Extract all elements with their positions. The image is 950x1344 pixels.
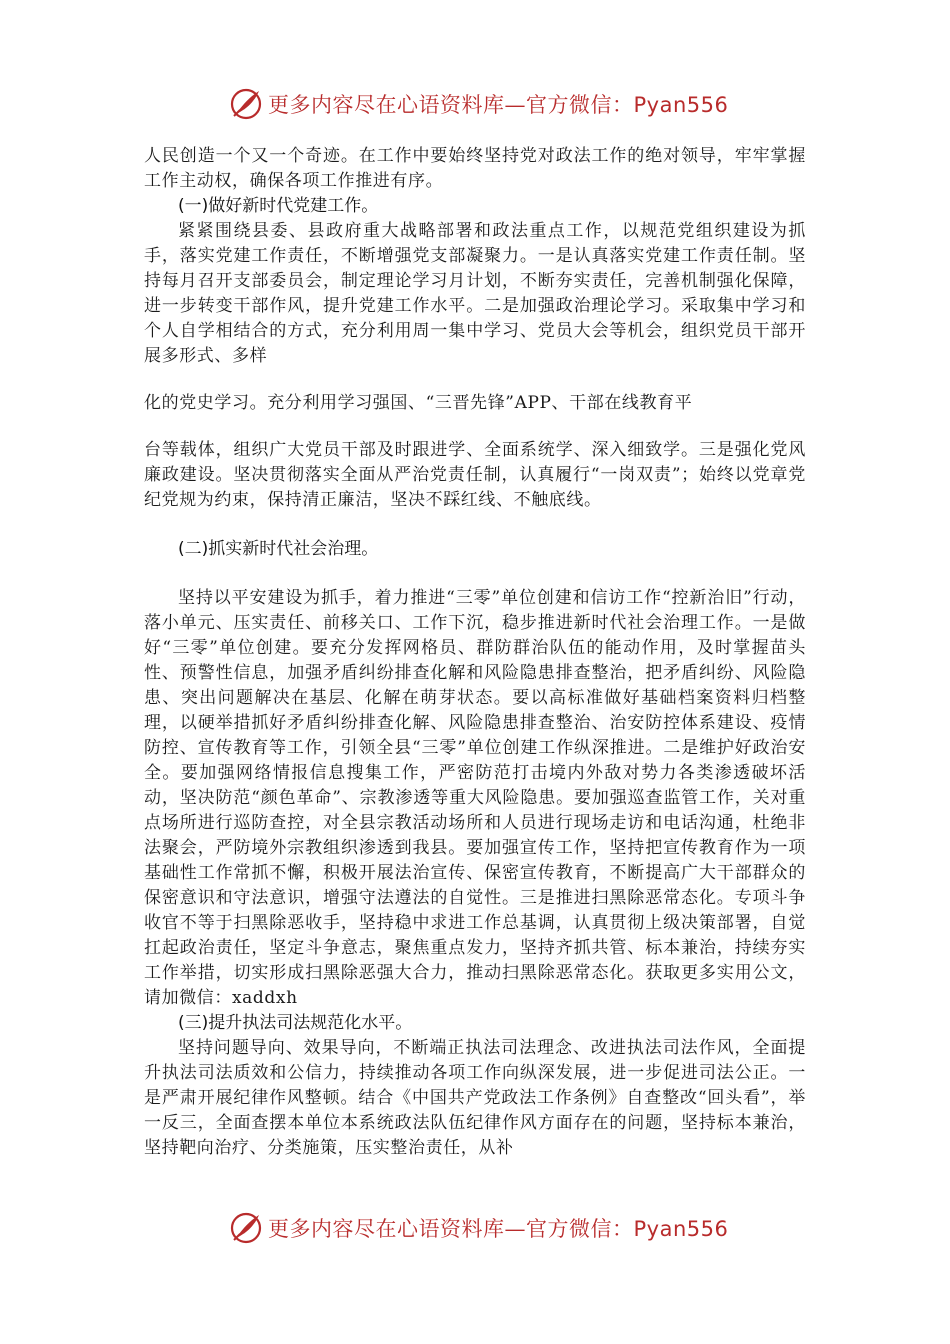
paragraph-1a: 紧紧围绕县委、县政府重大战略部署和政法重点工作，以规范党组织建设为抓手，落实党建工作责任，不断增强党支部凝聚力。一是认真落实党建工作责任制。坚持每月召开支部委员会，制定理论学习月计划，不断夯实责任，完善机制强化保障，进一步转变干部作风，提升党建工作水平。二是加强政治理论学习。采取集中学习和个人自学相结合的方式，充分利用周一集中学习、党员大会等机会，组织党员干部开展多形式、多样 [144, 221, 806, 366]
footer-watermark-banner [228, 1208, 728, 1248]
paragraph-1c: 台等载体，组织广大党员干部及时跟进学、全面系统学、深入细致学。三是强化党风廉政建设。坚决贯彻落实全面从严治党责任制，认真履行“一岗双责”；始终以党章党纪党规为约束，保持清正廉洁，坚决不踩红线、不触底线。 [144, 440, 806, 510]
banner-text: 更多内容尽在心语资料库—官方微信：Pyan556 [268, 93, 729, 117]
document-body [144, 144, 806, 1161]
quill-circle-logo-icon [228, 1210, 264, 1246]
paragraph-1b: 化的党史学习。充分利用学习强国、“三晋先锋”APP、干部在线教育平 [144, 393, 693, 413]
paragraph-2: 坚持以平安建设为抓手，着力推进“三零”单位创建和信访工作“控新治旧”行动，落小单元、压实责任、前移关口、工作下沉，稳步推进新时代社会治理工作。一是做好“三零”单位创建。要充分发挥网格员、群防群治队伍的能动作用，及时掌握苗头性、预警性信息，加强矛盾纠纷排查化解和风险隐患排查整治，把矛盾纠纷、风险隐患、突出问题解决在基层、化解在萌芽状态。要以高标准做好基础档案资料归档整理，以硬举措抓好矛盾纠纷排查化解、风险隐患排查整治、治安防控体系建设、疫情防控、宣传教育等工作，引领全县“三零”单位创建工作纵深推进。二是维护好政治安全。要加强网络情报信息搜集工作，严密防范打击境内外敌对势力各类渗透破坏活动，坚决防范“颜色革命”、宗教渗透等重大风险隐患。要加强巡查监管工作，关对重点场所进行巡防查控，对全县宗教活动场所和人员进行现场走访和电话沟通，杜绝非法聚会，严防境外宗教组织渗透到我县。要加强宣传工作，坚持把宣传教育作为一项基础性工作常抓不懈，积极开展法治宣传、保密宣传教育，不断提高广大干部群众的保密意识和守法意识，增强守法遵法的自觉性。三是推进扫黑除恶常态化。专项斗争收官不等于扫黑除恶收手，坚持稳中求进工作总基调，认真贯彻上级决策部署，自觉扛起政治责任，坚定斗争意志，聚焦重点发力，坚持齐抓共管、标本兼治，持续夯实工作举措，切实形成扫黑除恶强大合力，推动扫黑除恶常态化。获取更多实用公文，请加微信：xaddxh [144, 588, 806, 1008]
quill-circle-logo-icon [228, 86, 264, 122]
banner-contact: Pyan556 [633, 1217, 729, 1241]
banner-text: 更多内容尽在心语资料库—官方微信：Pyan556 [268, 1217, 729, 1241]
section-heading-2: (二)抓实新时代社会治理。 [178, 539, 379, 559]
header-watermark-banner [228, 84, 728, 124]
section-heading-1: (一)做好新时代党建工作。 [178, 196, 379, 216]
paragraph-3: 坚持问题导向、效果导向，不断端正执法司法理念、改进执法司法作风，全面提升执法司法质效和公信力，持续推动各项工作向纵深发展，进一步促进司法公正。一是严肃开展纪律作风整顿。结合《中国共产党政法工作条例》自查整改“回头看”，举一反三，全面查摆本单位本系统政法队伍纪律作风方面存在的问题，坚持标本兼治，坚持靶向治疗、分类施策，压实整治责任，从补 [144, 1038, 806, 1158]
paragraph-intro: 人民创造一个又一个奇迹。在工作中要始终坚持党对政法工作的绝对领导，牢牢掌握工作主动权，确保各项工作推进有序。 [144, 146, 806, 191]
banner-contact: Pyan556 [633, 93, 729, 117]
section-heading-3: (三)提升执法司法规范化水平。 [178, 1013, 413, 1033]
